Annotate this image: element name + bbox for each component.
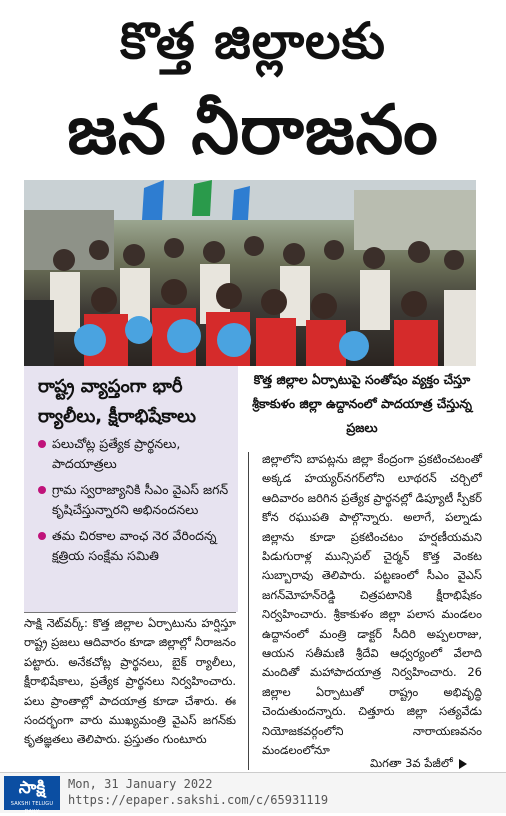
continued-label: మిగతా 3వ పేజీలో — [370, 756, 453, 770]
subhead-title: రాష్ట్ర వ్యాప్తంగా భారీ ర్యాలీలు, క్షీరాభిషేకాలు — [38, 376, 196, 427]
bullet-item: పలుచోట్ల ప్రత్యేక ప్రార్థనలు, పాదయాత్రలు — [38, 434, 238, 474]
epaper-url[interactable]: https://epaper.sakshi.com/c/65931119 — [68, 793, 329, 807]
article-body-right: జిల్లాలోని బాపట్లను జిల్లా కేంద్రంగా ప్రకటించటంతో అక్కడ హయ్యర్‌నగర్‌లోని లూథరన్ చర్చిలో ఆదివారం జరిగిన ప్రత్యేక ప్రార్థనల్లో డిప్యూటీ స్పీకర్ కోన రఘుపతి పాల్గొన్నారు. అలాగే, పల్నాడు జిల్లాను కూడా ప్రకటించటం హర్షణీయమని పిడుగురాళ్ల మున్సిపల్ చైర్మన్ కొత్త వెంకట సుబ్బారావు తెలిపారు. పట్టణంలో సీఎం వైఎస్ జగన్‌మోహన్‌రెడ్డి చిత్రపటానికి క్షీరాభిషేకం నిర్వహించారు. శ్రీకాకుళం జిల్లా పలాస మండలం ఉద్దానంలో మంత్రి డాక్టర్ సీదిరి అప్పలరాజు, ఆయన సతీమణి శ్రీదేవి ఆధ్వర్యంలో వేలాది మందితో మహాపాదయాత్ర నిర్వహించారు. 26 జిల్లాల ఏర్పాటుతో రాష్ట్రం అభివృద్ధి చెందుతుందన్నారు. చిత్తూరు జిల్లా సత్యవేడు నియోజకవర్గంలోని నారాయణవనం మండలంలోనూ — [262, 452, 482, 758]
headline-line-2: జన నీరాజనం — [67, 91, 439, 170]
footer-bar — [0, 772, 506, 813]
article-body-left: సాక్షి నెట్‌వర్క్: కొత్త జిల్లాల ఏర్పాటును హర్షిస్తూ రాష్ట్ర ప్రజలు ఆదివారం కూడా జిల్లాల్లో నీరాజనం పట్టారు. అనేకచోట్ల ప్రార్థనలు, బైక్ ర్యాలీలు, క్షీరాభిషేకాలు, ప్రత్యేక ప్రార్థనలు నిర్వహించారు. పలు ప్రాంతాల్లో పాదయాత్ర కూడా చేశారు. ఈ సందర్భంగా వారు ముఖ్యమంత్రి వైఎస్ జగన్‌కు కృతజ్ఞతలు తెలిపారు. ప్రస్తుతం గుంటూరు — [24, 616, 236, 747]
logo-text: సాక్షి — [18, 778, 46, 798]
headline-line-1: కొత్త జిల్లాలకు — [120, 12, 386, 70]
publish-date: Mon, 31 January 2022 — [68, 777, 213, 791]
column-divider — [248, 452, 249, 770]
rally-photo — [24, 180, 476, 366]
sakshi-logo[interactable] — [4, 776, 60, 815]
bullet-item: తమ చిరకాల వాంఛ నెర వేరిందన్న క్షత్రియ సంక్షేమ సమితి — [38, 526, 238, 566]
subhead-box — [24, 366, 238, 612]
crowd-illustration — [24, 180, 476, 366]
photo-caption: కొత్త జిల్లాల ఏర్పాటుపై సంతోషం వ్యక్తం చేస్తూ శ్రీకాకుళం జిల్లా ఉద్దానంలో పాదయాత్ర చేస్తున్న ప్రజలు — [252, 372, 472, 435]
continued-link[interactable] — [370, 754, 467, 772]
play-arrow-icon — [459, 759, 467, 769]
subhead-bullets — [38, 434, 238, 572]
bullet-item: గ్రామ స్వరాజ్యానికి సీఎం వైఎస్ జగన్ కృషిచేస్తున్నారని అభినందనలు — [38, 480, 238, 520]
section-divider — [24, 612, 236, 613]
logo-subtitle: SAKSHI TELUGU DAILY — [10, 801, 54, 815]
